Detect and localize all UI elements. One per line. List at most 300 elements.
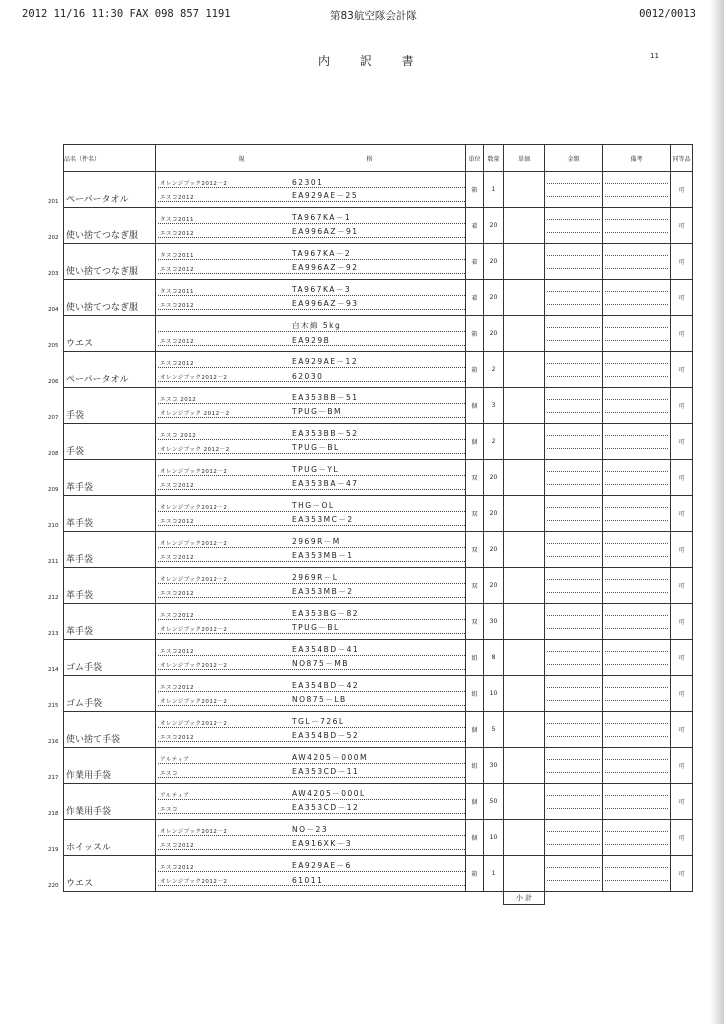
- spec-line: [158, 477, 465, 490]
- spec-model: TA967KA－2: [292, 249, 352, 258]
- spec-maker: オレンジブック2012－2: [160, 505, 228, 511]
- item-name: ホイッスル: [66, 843, 111, 853]
- remarks-cell: [603, 676, 671, 712]
- remarks-cell: [603, 280, 671, 316]
- same-item-cell: 可: [671, 604, 693, 640]
- table-row: [64, 424, 693, 460]
- item-name: 作業用手袋: [66, 807, 112, 817]
- qty-cell: 20: [484, 208, 504, 244]
- price-cell: [504, 856, 545, 892]
- spec-model: EA929AE－25: [292, 191, 359, 200]
- price-cell: [504, 172, 545, 208]
- qty-cell: 1: [484, 172, 504, 208]
- item-name: 革手袋: [66, 483, 94, 493]
- remarks-cell: [603, 244, 671, 280]
- same-item-cell: 可: [671, 568, 693, 604]
- unit-cell: 個: [466, 784, 484, 820]
- item-cell: [48, 496, 156, 532]
- dotted-rule: [547, 651, 600, 652]
- spec-model: TPUG－BM: [292, 407, 343, 416]
- spec-cell: [156, 208, 466, 244]
- page-number: 11: [650, 52, 659, 60]
- dotted-rule: [547, 579, 600, 580]
- spec-cell: [156, 424, 466, 460]
- dotted-rule: [547, 219, 600, 220]
- spec-line: [158, 549, 465, 562]
- unit-cell: 個: [466, 424, 484, 460]
- spec-maker: エスコ2012: [160, 231, 194, 237]
- spec-line: [158, 643, 465, 656]
- spec-line: [158, 823, 465, 836]
- price-cell: [504, 676, 545, 712]
- dotted-rule: [547, 232, 600, 233]
- remarks-cell: [603, 604, 671, 640]
- dotted-rule: [547, 412, 600, 413]
- spec-maker: エスコ2012: [160, 865, 194, 871]
- unit-cell: 双: [466, 604, 484, 640]
- unit-cell: 双: [466, 460, 484, 496]
- item-cell: [48, 352, 156, 388]
- dotted-rule: [547, 183, 600, 184]
- item-cell: [48, 784, 156, 820]
- spec-maker: オレンジブック2012－2: [160, 699, 228, 705]
- spec-line: [158, 499, 465, 512]
- dotted-rule: [547, 327, 600, 328]
- item-cell: [48, 640, 156, 676]
- amount-cell: [545, 352, 603, 388]
- remarks-cell: [603, 568, 671, 604]
- same-item-cell: 可: [671, 748, 693, 784]
- price-cell: [504, 460, 545, 496]
- qty-cell: 1: [484, 856, 504, 892]
- dotted-rule: [547, 543, 600, 544]
- price-cell: [504, 640, 545, 676]
- spec-maker: オレンジブック 2012－2: [160, 411, 230, 417]
- same-item-cell: 可: [671, 316, 693, 352]
- remarks-cell: [603, 208, 671, 244]
- item-name: 革手袋: [66, 555, 94, 565]
- header-spec: 規 格: [156, 145, 466, 172]
- qty-cell: 5: [484, 712, 504, 748]
- dotted-rule: [605, 579, 668, 580]
- qty-cell: 30: [484, 604, 504, 640]
- dotted-rule: [605, 844, 668, 845]
- item-cell: [48, 244, 156, 280]
- spec-maker: エスコ2012: [160, 649, 194, 655]
- spec-maker: オレンジブック2012－2: [160, 577, 228, 583]
- qty-cell: 2: [484, 352, 504, 388]
- dotted-rule: [605, 880, 668, 881]
- dotted-rule: [605, 723, 668, 724]
- spec-model: EA353CD－11: [292, 767, 360, 776]
- qty-cell: 30: [484, 748, 504, 784]
- spec-maker: エスコ 2012: [160, 397, 197, 403]
- spec-line: [158, 693, 465, 706]
- table-row: [64, 676, 693, 712]
- price-cell: [504, 532, 545, 568]
- spec-model: AW4205－000M: [292, 753, 369, 762]
- dotted-rule: [605, 183, 668, 184]
- item-cell: [48, 856, 156, 892]
- same-item-cell: 可: [671, 784, 693, 820]
- item-name: ペーパータオル: [66, 375, 129, 385]
- spec-cell: [156, 496, 466, 532]
- qty-cell: 2: [484, 424, 504, 460]
- same-item-cell: 可: [671, 172, 693, 208]
- item-name: ウエス: [66, 879, 94, 889]
- dotted-rule: [605, 484, 668, 485]
- spec-cell: [156, 388, 466, 424]
- dotted-rule: [605, 664, 668, 665]
- header-same: 同等品: [671, 145, 693, 172]
- spec-cell: [156, 568, 466, 604]
- spec-line: [158, 729, 465, 742]
- dotted-rule: [547, 628, 600, 629]
- item-cell: [48, 388, 156, 424]
- item-name: 手袋: [66, 447, 85, 457]
- unit-cell: 着: [466, 280, 484, 316]
- qty-cell: 20: [484, 460, 504, 496]
- unit-cell: 組: [466, 640, 484, 676]
- fax-header-right: 0012/0013: [639, 8, 696, 20]
- qty-cell: 20: [484, 568, 504, 604]
- qty-cell: 20: [484, 244, 504, 280]
- table-row: [64, 712, 693, 748]
- spec-model: EA354BD－42: [292, 681, 360, 690]
- dotted-rule: [605, 291, 668, 292]
- item-number: 209: [48, 487, 59, 493]
- dotted-rule: [547, 831, 600, 832]
- dotted-rule: [547, 471, 600, 472]
- remarks-cell: [603, 712, 671, 748]
- item-cell: [48, 460, 156, 496]
- table-row: [64, 244, 693, 280]
- spec-line: [158, 391, 465, 404]
- subtotal-row: [64, 892, 693, 905]
- spec-model: EA353BG－82: [292, 609, 360, 618]
- dotted-rule: [605, 219, 668, 220]
- item-number: 213: [48, 631, 59, 637]
- spec-line: [158, 801, 465, 814]
- spec-maker: エスコ2012: [160, 519, 194, 525]
- fax-header-center: 第83航空隊会計隊: [330, 10, 417, 22]
- spec-maker: エスコ2012: [160, 267, 194, 273]
- spec-line: [158, 837, 465, 850]
- unit-cell: 箱: [466, 856, 484, 892]
- dotted-rule: [547, 687, 600, 688]
- spec-cell: [156, 820, 466, 856]
- table-row: [64, 856, 693, 892]
- table-row: [64, 496, 693, 532]
- dotted-rule: [605, 687, 668, 688]
- item-number: 203: [48, 271, 59, 277]
- same-item-cell: 可: [671, 532, 693, 568]
- dotted-rule: [547, 556, 600, 557]
- amount-cell: [545, 460, 603, 496]
- remarks-cell: [603, 316, 671, 352]
- spec-model: 62030: [292, 372, 324, 381]
- amount-cell: [545, 712, 603, 748]
- table-row: [64, 532, 693, 568]
- spec-maker: エスコ2012: [160, 735, 194, 741]
- spec-maker: オレンジブック2012－2: [160, 829, 228, 835]
- item-cell: [48, 208, 156, 244]
- amount-cell: [545, 172, 603, 208]
- dotted-rule: [547, 664, 600, 665]
- spec-model: EA353MB－1: [292, 551, 354, 560]
- amount-cell: [545, 496, 603, 532]
- dotted-rule: [605, 471, 668, 472]
- item-cell: [48, 280, 156, 316]
- spec-maker: タスコ2011: [160, 217, 194, 223]
- remarks-cell: [603, 424, 671, 460]
- unit-cell: 組: [466, 676, 484, 712]
- price-cell: [504, 748, 545, 784]
- spec-maker: アルティア: [160, 757, 190, 763]
- item-number: 218: [48, 811, 59, 817]
- item-name: 手袋: [66, 411, 85, 421]
- spec-line: [158, 211, 465, 224]
- spec-maker: オレンジブック2012－2: [160, 879, 228, 885]
- remarks-cell: [603, 820, 671, 856]
- dotted-rule: [605, 556, 668, 557]
- spec-maker: オレンジブック2012－2: [160, 375, 228, 381]
- dotted-rule: [547, 615, 600, 616]
- same-item-cell: 可: [671, 856, 693, 892]
- dotted-rule: [605, 700, 668, 701]
- dotted-rule: [605, 543, 668, 544]
- spec-model: TA967KA－1: [292, 213, 352, 222]
- amount-cell: [545, 856, 603, 892]
- dotted-rule: [605, 268, 668, 269]
- spec-maker: エスコ: [160, 771, 179, 777]
- unit-cell: 箱: [466, 316, 484, 352]
- spec-model: TA967KA－3: [292, 285, 352, 294]
- spec-model: NO875－MB: [292, 659, 349, 668]
- spec-maker: アルティア: [160, 793, 190, 799]
- item-name: 使い捨てつなぎ服: [66, 231, 139, 241]
- spec-model: 2969R－M: [292, 537, 341, 546]
- dotted-rule: [605, 795, 668, 796]
- dotted-rule: [547, 484, 600, 485]
- item-name: ゴム手袋: [66, 663, 103, 673]
- spec-cell: [156, 316, 466, 352]
- item-cell: [48, 568, 156, 604]
- dotted-rule: [605, 736, 668, 737]
- remarks-cell: [603, 352, 671, 388]
- amount-cell: [545, 424, 603, 460]
- spec-model: TGL－726L: [292, 717, 345, 726]
- spec-maker: エスコ2012: [160, 685, 194, 691]
- amount-cell: [545, 244, 603, 280]
- item-name: 革手袋: [66, 627, 94, 637]
- dotted-rule: [547, 700, 600, 701]
- same-item-cell: 可: [671, 496, 693, 532]
- spec-line: [158, 225, 465, 238]
- dotted-rule: [547, 340, 600, 341]
- spec-maker: エスコ: [160, 807, 179, 813]
- dotted-rule: [547, 795, 600, 796]
- spec-cell: [156, 640, 466, 676]
- spec-model: EA929AE－12: [292, 357, 359, 366]
- item-number: 214: [48, 667, 59, 673]
- spec-model: EA353MB－2: [292, 587, 354, 596]
- spec-maker: エスコ2012: [160, 555, 194, 561]
- unit-cell: 箱: [466, 172, 484, 208]
- same-item-cell: 可: [671, 676, 693, 712]
- qty-cell: 3: [484, 388, 504, 424]
- dotted-rule: [605, 376, 668, 377]
- item-cell: [48, 748, 156, 784]
- spec-maker: エスコ2012: [160, 591, 194, 597]
- dotted-rule: [547, 592, 600, 593]
- price-cell: [504, 604, 545, 640]
- table-row: [64, 208, 693, 244]
- remarks-cell: [603, 748, 671, 784]
- item-name: ペーパータオル: [66, 195, 129, 205]
- dotted-rule: [605, 448, 668, 449]
- spec-model: EA996AZ－93: [292, 299, 359, 308]
- spec-maker: エスコ2012: [160, 361, 194, 367]
- spec-model: 61011: [292, 876, 324, 885]
- table-row: [64, 352, 693, 388]
- same-item-cell: 可: [671, 640, 693, 676]
- item-name: 革手袋: [66, 591, 94, 601]
- dotted-rule: [605, 304, 668, 305]
- item-name: 使い捨てつなぎ服: [66, 267, 139, 277]
- unit-cell: 双: [466, 496, 484, 532]
- qty-cell: 20: [484, 532, 504, 568]
- dotted-rule: [547, 363, 600, 364]
- amount-cell: [545, 676, 603, 712]
- spec-cell: [156, 856, 466, 892]
- spec-maker: オレンジブック 2012－2: [160, 447, 230, 453]
- price-cell: [504, 244, 545, 280]
- item-name: ゴム手袋: [66, 699, 103, 709]
- spec-line: [158, 513, 465, 526]
- unit-cell: 着: [466, 244, 484, 280]
- unit-cell: 個: [466, 820, 484, 856]
- price-cell: [504, 712, 545, 748]
- spec-model: EA353MC－2: [292, 515, 354, 524]
- dotted-rule: [547, 507, 600, 508]
- spec-maker: タスコ2011: [160, 289, 194, 295]
- spec-cell: [156, 784, 466, 820]
- dotted-rule: [605, 340, 668, 341]
- amount-cell: [545, 604, 603, 640]
- item-name: 使い捨て手袋: [66, 735, 121, 745]
- spec-model: EA996AZ－91: [292, 227, 359, 236]
- spec-line: [158, 355, 465, 368]
- item-number: 211: [48, 559, 59, 565]
- spec-cell: [156, 604, 466, 640]
- spec-line: [158, 463, 465, 476]
- spec-line: [158, 441, 465, 454]
- dotted-rule: [547, 808, 600, 809]
- item-number: 206: [48, 379, 59, 385]
- dotted-rule: [605, 327, 668, 328]
- spec-line: [158, 247, 465, 260]
- table-row: [64, 784, 693, 820]
- dotted-rule: [547, 867, 600, 868]
- unit-cell: 箱: [466, 352, 484, 388]
- dotted-rule: [547, 736, 600, 737]
- spec-model: EA916XK－3: [292, 839, 353, 848]
- dotted-rule: [605, 255, 668, 256]
- spec-model: 62301: [292, 178, 324, 187]
- spec-model: 白木綿 5kg: [292, 321, 342, 330]
- dotted-rule: [547, 399, 600, 400]
- item-cell: [48, 424, 156, 460]
- fax-header-left: 2012 11/16 11:30 FAX 098 857 1191: [22, 8, 231, 20]
- spec-cell: [156, 712, 466, 748]
- spec-model: EA353BA－47: [292, 479, 359, 488]
- amount-cell: [545, 316, 603, 352]
- spec-line: [158, 859, 465, 872]
- dotted-rule: [605, 867, 668, 868]
- spec-model: EA353CD－12: [292, 803, 360, 812]
- spec-maker: エスコ 2012: [160, 433, 197, 439]
- item-number: 210: [48, 523, 59, 529]
- item-cell: [48, 676, 156, 712]
- amount-cell: [545, 388, 603, 424]
- item-name: ウエス: [66, 339, 94, 349]
- dotted-rule: [547, 255, 600, 256]
- amount-cell: [545, 640, 603, 676]
- same-item-cell: 可: [671, 388, 693, 424]
- dotted-rule: [547, 304, 600, 305]
- unit-cell: 組: [466, 748, 484, 784]
- dotted-rule: [605, 808, 668, 809]
- spec-maker: エスコ2012: [160, 195, 194, 201]
- spec-maker: オレンジブック2012－2: [160, 181, 228, 187]
- header-amount: 金額: [545, 145, 603, 172]
- item-cell: [48, 316, 156, 352]
- spec-model: EA929B: [292, 336, 331, 345]
- unit-cell: 双: [466, 568, 484, 604]
- amount-cell: [545, 784, 603, 820]
- spec-cell: [156, 748, 466, 784]
- item-number: 201: [48, 199, 59, 205]
- spec-line: [158, 189, 465, 202]
- remarks-cell: [603, 388, 671, 424]
- dotted-rule: [547, 759, 600, 760]
- spec-maker: オレンジブック2012－2: [160, 469, 228, 475]
- remarks-cell: [603, 856, 671, 892]
- amount-cell: [545, 280, 603, 316]
- item-number: 215: [48, 703, 59, 709]
- spec-maker: エスコ2012: [160, 843, 194, 849]
- spec-model: EA996AZ－92: [292, 263, 359, 272]
- dotted-rule: [547, 880, 600, 881]
- spec-line: [158, 333, 465, 346]
- spec-line: [158, 607, 465, 620]
- dotted-rule: [547, 268, 600, 269]
- item-name: 革手袋: [66, 519, 94, 529]
- spec-maker: オレンジブック2012－2: [160, 627, 228, 633]
- table-row: [64, 640, 693, 676]
- spec-line: [158, 679, 465, 692]
- spec-line: [158, 175, 465, 188]
- spec-line: [158, 405, 465, 418]
- price-cell: [504, 208, 545, 244]
- item-cell: [48, 532, 156, 568]
- spec-maker: エスコ2012: [160, 483, 194, 489]
- spec-line: [158, 751, 465, 764]
- spec-maker: オレンジブック2012－2: [160, 663, 228, 669]
- item-number: 204: [48, 307, 59, 313]
- spec-line: [158, 715, 465, 728]
